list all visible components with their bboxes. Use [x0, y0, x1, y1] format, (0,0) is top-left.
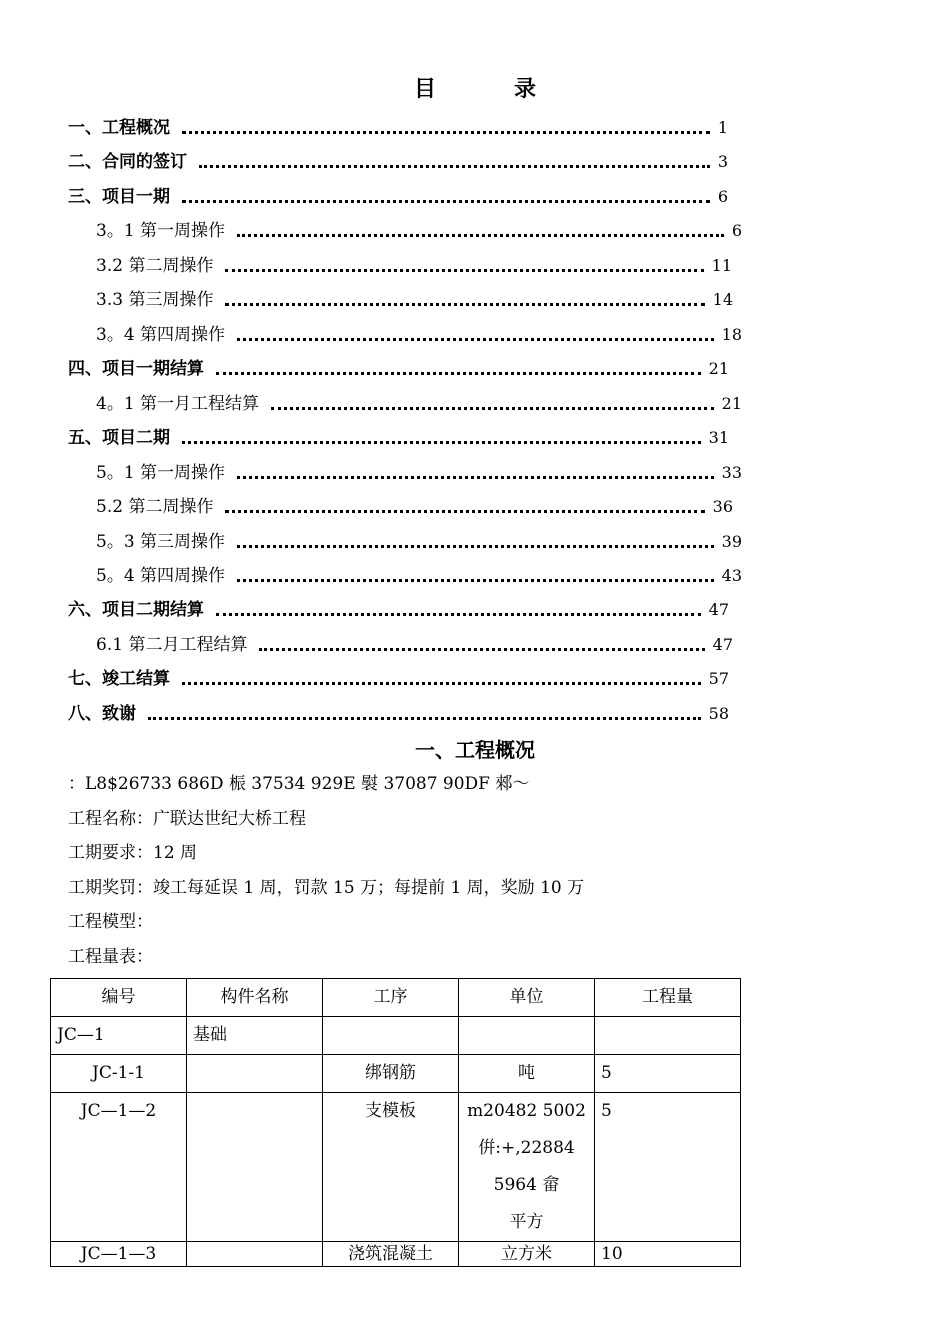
toc-entry-label: 六、项目二期结算 — [68, 600, 204, 620]
toc-entry-label: 5。1 第一周操作 — [96, 463, 226, 483]
toc-entry-label: 5。4 第四周操作 — [96, 566, 226, 586]
toc-entry[interactable] — [68, 702, 729, 726]
toc-entry-label: 4。1 第一月工程结算 — [96, 394, 260, 414]
toc-leader-dots — [199, 165, 710, 168]
cell-qty: 5 — [595, 1055, 741, 1093]
table-header-row — [51, 979, 741, 1017]
table-row — [51, 1055, 741, 1093]
toc-entry[interactable] — [96, 392, 742, 416]
toc-entry-page: 1 — [717, 118, 728, 137]
toc-leader-dots — [148, 717, 701, 720]
toc-entry-label: 八、致谢 — [68, 704, 136, 724]
cell-id: JC-1-1 — [51, 1055, 187, 1093]
toc-entry-label: 6.1 第二月工程结算 — [96, 635, 248, 655]
toc-entry[interactable] — [68, 667, 729, 691]
toc-entry-label: 一、工程概况 — [68, 118, 170, 138]
toc-entry-label: 3。4 第四周操作 — [96, 325, 226, 345]
project-name-line: 工程名称：广联达世纪大桥工程 — [68, 809, 306, 829]
toc-leader-dots — [237, 579, 714, 582]
toc-entry-page: 58 — [708, 704, 729, 723]
quantity-table-label: 工程量表： — [68, 947, 153, 967]
cell-qty — [595, 1017, 741, 1055]
toc-entry-page: 21 — [708, 359, 729, 378]
section-title: 一、工程概况 — [415, 738, 535, 762]
toc-entry[interactable] — [68, 598, 729, 622]
cell-name — [187, 1093, 323, 1242]
cell-name — [187, 1055, 323, 1093]
toc-entry-label: 七、竣工结算 — [68, 669, 170, 689]
model-line: 工程模型： — [68, 912, 153, 932]
toc-entry[interactable] — [68, 185, 728, 209]
toc-entry-page: 31 — [708, 428, 729, 447]
toc-entry[interactable] — [68, 426, 729, 450]
toc-entry-page: 11 — [711, 256, 732, 275]
toc-entry-label: 5。3 第三周操作 — [96, 532, 226, 552]
toc-entry[interactable] — [68, 150, 728, 174]
toc-leader-dots — [237, 338, 714, 341]
toc-leader-dots — [216, 613, 701, 616]
toc-leader-dots — [225, 269, 703, 272]
toc-leader-dots — [182, 682, 701, 685]
toc-leader-dots — [237, 234, 724, 237]
table-row — [51, 1017, 741, 1055]
toc-entry[interactable] — [96, 461, 742, 485]
cell-process: 支模板 — [323, 1093, 459, 1242]
cell-qty: 10 — [595, 1242, 741, 1267]
toc-entry-label: 五、项目二期 — [68, 428, 170, 448]
toc-entry[interactable] — [68, 357, 729, 381]
toc-entry-page: 3 — [717, 152, 728, 171]
cell-process: 绑钢筋 — [323, 1055, 459, 1093]
toc-entry-label: 3.2 第二周操作 — [96, 256, 214, 276]
toc-entry-page: 47 — [712, 635, 733, 654]
toc-entry[interactable] — [96, 633, 733, 657]
reward-penalty-line: 工期奖罚：竣工每延误 1 周，罚款 15 万；每提前 1 周，奖励 10 万 — [68, 878, 585, 898]
quantity-table — [50, 978, 741, 1267]
cell-name — [187, 1242, 323, 1267]
header-process: 工序 — [323, 979, 459, 1017]
toc-leader-dots — [225, 303, 704, 306]
toc-entry[interactable] — [96, 254, 732, 278]
toc-entry-label: 3.3 第三周操作 — [96, 290, 214, 310]
toc-leader-dots — [216, 372, 701, 375]
toc-entry-page: 36 — [712, 497, 733, 516]
cell-unit: 吨 — [459, 1055, 595, 1093]
cell-process: 浇筑混凝土 — [323, 1242, 459, 1267]
toc-entry-label: 三、项目一期 — [68, 187, 170, 207]
cell-unit-line: 5964 畲 — [493, 1175, 560, 1195]
toc-leader-dots — [271, 407, 714, 410]
cell-unit-line: m20482 5002 — [467, 1101, 586, 1121]
toc-entry-page: 57 — [708, 669, 729, 688]
table-row — [51, 1242, 741, 1267]
header-unit: 单位 — [459, 979, 595, 1017]
toc-entry[interactable] — [68, 116, 728, 140]
toc-entry[interactable] — [96, 495, 733, 519]
toc-entry-page: 18 — [721, 325, 742, 344]
header-quantity: 工程量 — [595, 979, 741, 1017]
cell-id: JC—1—3 — [51, 1242, 187, 1267]
toc-entry[interactable] — [96, 219, 742, 243]
cell-unit-line: 倂:+,22884 — [478, 1138, 575, 1158]
toc-entry-page: 21 — [721, 394, 742, 413]
toc-leader-dots — [182, 441, 701, 444]
toc-entry-page: 6 — [731, 221, 742, 240]
header-id: 编号 — [51, 979, 187, 1017]
toc-title: 目 录 — [413, 77, 564, 102]
toc-entry[interactable] — [96, 288, 733, 312]
toc-entry-page: 14 — [712, 290, 733, 309]
cell-unit — [459, 1093, 595, 1242]
toc-entry[interactable] — [96, 323, 742, 347]
cell-process — [323, 1017, 459, 1055]
toc-leader-dots — [225, 510, 704, 513]
toc-entry[interactable] — [96, 564, 742, 588]
toc-entry-label: 5.2 第二周操作 — [96, 497, 214, 517]
cell-unit: 立方米 — [459, 1242, 595, 1267]
cell-unit — [459, 1017, 595, 1055]
toc-leader-dots — [182, 200, 710, 203]
cell-name: 基础 — [187, 1017, 323, 1055]
toc-leader-dots — [237, 545, 714, 548]
cell-unit-line: 平方 — [509, 1212, 544, 1232]
toc-entry-page: 47 — [708, 600, 729, 619]
toc-entry-page: 33 — [721, 463, 742, 482]
toc-entry-page: 39 — [721, 532, 742, 551]
toc-leader-dots — [237, 476, 714, 479]
toc-entry-page: 6 — [717, 187, 728, 206]
cell-id: JC—1—2 — [51, 1093, 187, 1242]
toc-entry-label: 四、项目一期结算 — [68, 359, 204, 379]
cell-qty: 5 — [595, 1093, 741, 1242]
toc-entry-label: 3。1 第一周操作 — [96, 221, 226, 241]
duration-line: 工期要求：12 周 — [68, 843, 198, 863]
table-row — [51, 1093, 741, 1242]
garbled-text-line: ：L8$26733 686D 桭 37534 929E 褽 37087 90DF 郲～ — [68, 774, 530, 794]
toc-leader-dots — [182, 131, 710, 134]
toc-leader-dots — [259, 648, 704, 651]
toc-entry[interactable] — [96, 530, 742, 554]
cell-id: JC—1 — [51, 1017, 187, 1055]
header-component-name: 构件名称 — [187, 979, 323, 1017]
toc-entry-page: 43 — [721, 566, 742, 585]
toc-entry-label: 二、合同的签订 — [68, 152, 187, 172]
